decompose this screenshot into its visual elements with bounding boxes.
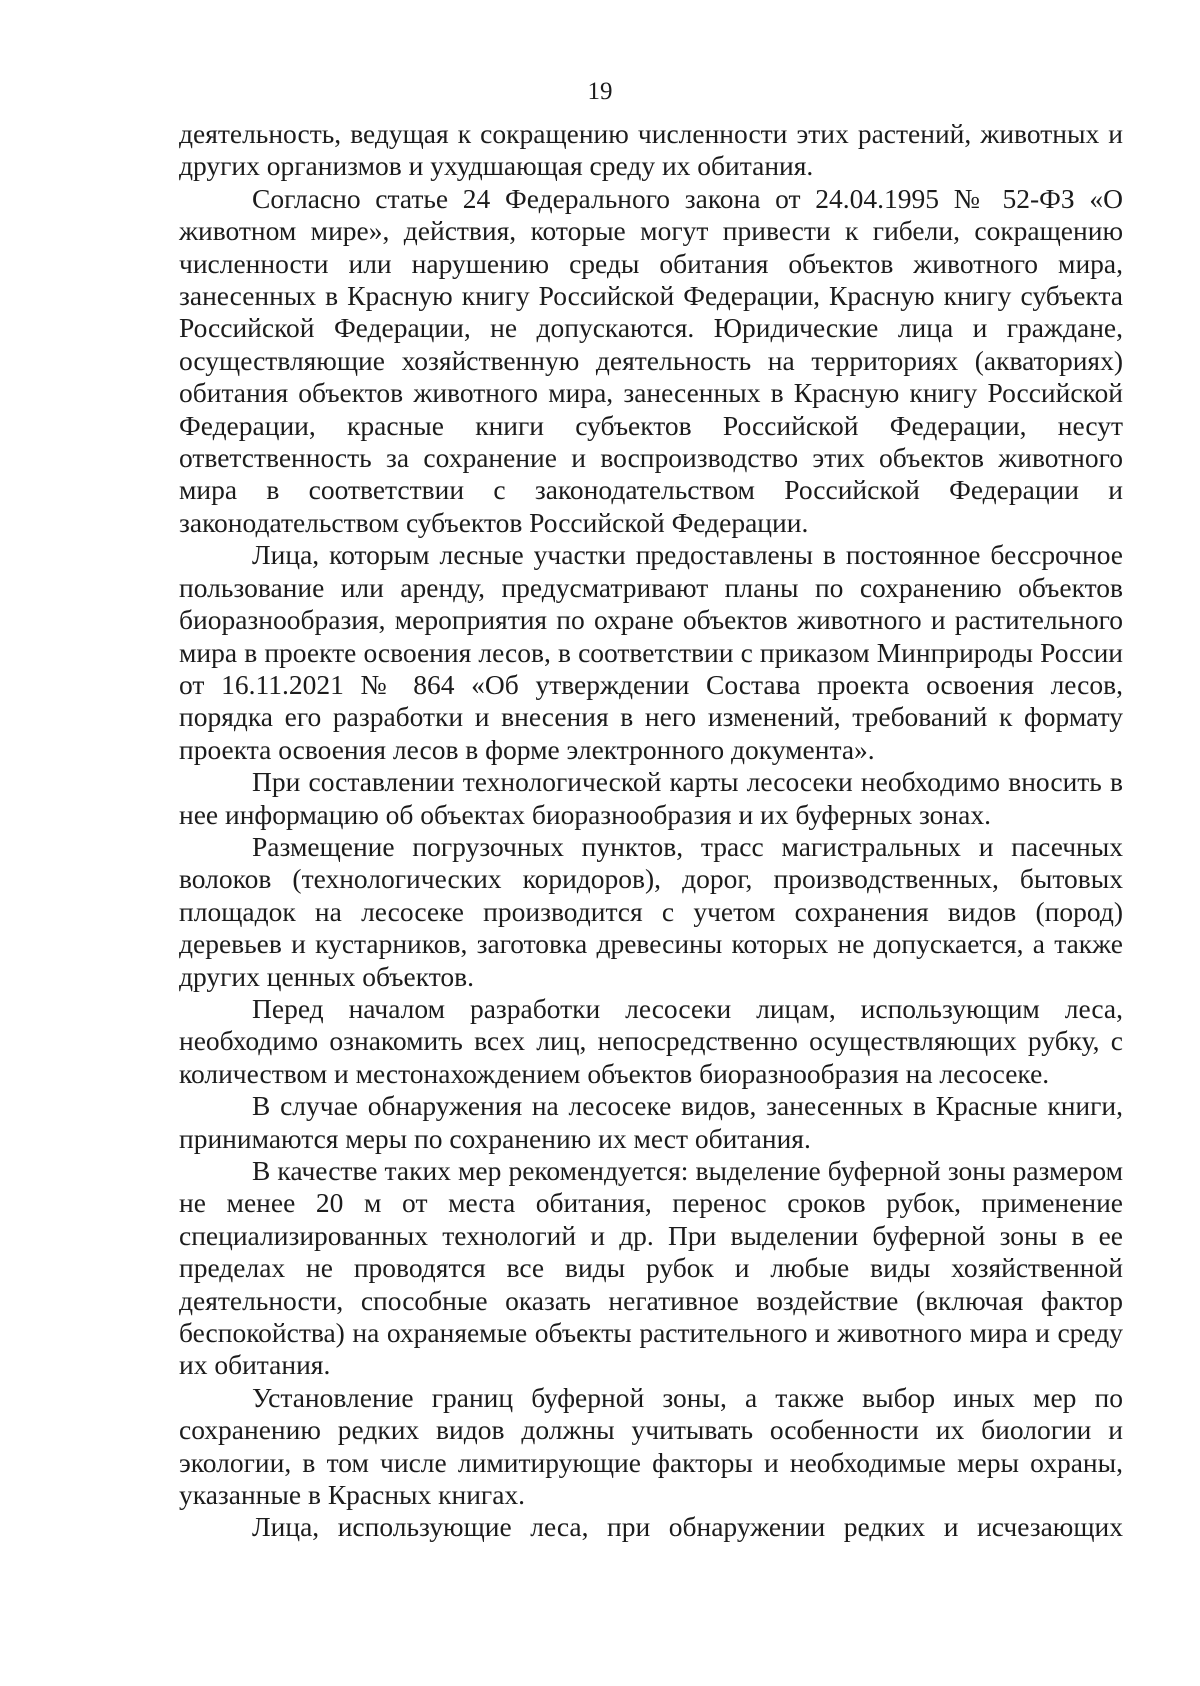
page-number: 19	[587, 78, 613, 105]
paragraph: В качестве таких мер рекомендуется: выделение буферной зоны размером не менее 20 м от места обитания, перенос сроков рубок, применение специализированных технологий и др. При выделении буферной зоны в ее пределах не проводятся все виды рубок и любые виды хозяйственной деятельности, способные оказать негативное воздействие (включая фактор беспокойства) на охраняемые объекты растительного и животного мира и среду их обитания.	[179, 1155, 1123, 1381]
paragraph: Согласно статье 24 Федерального закона от 24.04.1995 № 52-ФЗ «О животном мире», действия, которые могут привести к гибели, сокращению численности или нарушению среды обитания объектов животного мира, занесенных в Красную книгу Российской Федерации, Красную книгу субъекта Российской Федерации, не допускаются. Юридические лица и граждане, осуществляющие хозяйственную деятельность на территориях (акваториях) обитания объектов животного мира, занесенных в Красную книгу Российской Федерации, красные книги субъектов Российской Федерации, несут ответственность за сохранение и воспроизводство этих объектов животного мира в соответствии с законодательством Российской Федерации и законодательством субъектов Российской Федерации.	[179, 182, 1123, 538]
paragraph: Лица, использующие леса, при обнаружении редких и исчезающих	[252, 1511, 1123, 1543]
paragraph: При составлении технологической карты лесосеки необходимо вносить в нее информацию об объектах биоразнообразия и их буферных зонах.	[179, 766, 1123, 830]
paragraph: Размещение погрузочных пунктов, трасс магистральных и пасечных волоков (технологических коридоров), дорог, производственных, бытовых площадок на лесосеке производится с учетом сохранения видов (пород) деревьев и кустарников, заготовка древесины которых не допускается, а также других ценных объектов.	[179, 830, 1123, 992]
paragraph: Перед началом разработки лесосеки лицам, использующим леса, необходимо ознакомить всех лиц, непосредственно осуществляющих рубку, с количеством и местонахождением объектов биоразнообразия на лесосеке.	[179, 992, 1123, 1089]
paragraph: деятельность, ведущая к сокращению численности этих растений, животных и других организмов и ухудшающая среду их обитания.	[179, 118, 1123, 182]
paragraph: Установление границ буферной зоны, а также выбор иных мер по сохранению редких видов должны учитывать особенности их биологии и экологии, в том числе лимитирующие факторы и необходимые меры охраны, указанные в Красных книгах.	[179, 1381, 1123, 1511]
paragraph: В случае обнаружения на лесосеке видов, занесенных в Красные книги, принимаются меры по сохранению их мест обитания.	[179, 1090, 1123, 1154]
document-body	[179, 118, 1123, 1544]
paragraph: Лица, которым лесные участки предоставлены в постоянное бессрочное пользование или аренду, предусматривают планы по сохранению объектов биоразнообразия, мероприятия по охране объектов животного и растительного мира в проекте освоения лесов, в соответствии с приказом Минприроды России от 16.11.2021 № 864 «Об утверждении Состава проекта освоения лесов, порядка его разработки и внесения в него изменений, требований к формату проекта освоения лесов в форме электронного документа».	[179, 539, 1123, 765]
